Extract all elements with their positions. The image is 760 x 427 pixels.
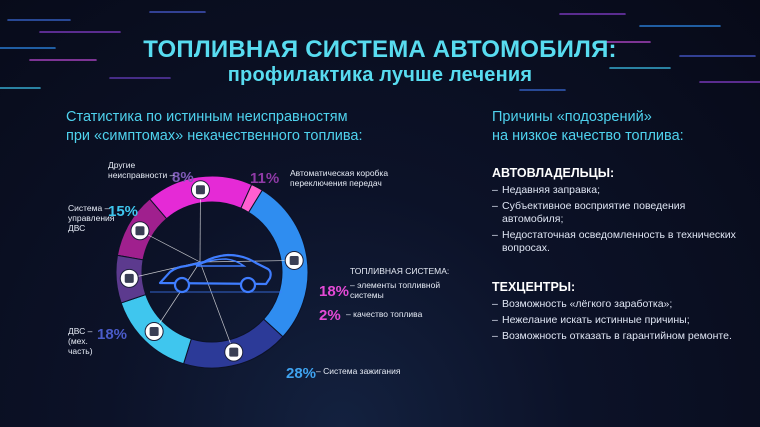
pct-label-other: 8% — [172, 169, 194, 186]
slice-label-other: неисправности – — [108, 170, 175, 180]
stats-heading-line2: при «симптомах» некачественного топлива: — [66, 128, 363, 144]
pct-label-transmission: 11% — [250, 170, 280, 187]
list-item: – Недавняя заправка; — [492, 184, 601, 196]
pct-label-engine_control: 15% — [108, 203, 139, 220]
slice-label-ignition: – Система зажигания — [316, 366, 401, 376]
part-icon-glyph — [229, 348, 238, 357]
slice-label-transmission: Автоматическая коробка — [290, 168, 389, 178]
pct-label-fuel_quality: 2% — [319, 307, 341, 324]
spoke-transmission — [140, 231, 200, 262]
reasons-heading-line2: на низкое качество топлива: — [492, 128, 684, 144]
slice-label-engine_control: управления — [68, 213, 115, 223]
main-subtitle: профилактика лучше лечения — [227, 64, 533, 86]
slice-label-engine_mech: (мех. — [68, 336, 88, 346]
pct-label-engine_mech: 18% — [97, 326, 128, 343]
slice-label-fuel_elements: системы — [350, 290, 384, 300]
list-item: – Нежелание искать истинные причины; — [492, 314, 690, 326]
slice-label-engine_control: Система – — [68, 203, 110, 213]
services-heading: ТЕХЦЕНТРЫ: — [492, 280, 576, 294]
part-icon-glyph — [196, 185, 205, 194]
list-item: – Субъективное восприятие поведения автомобиля; — [492, 200, 686, 225]
pct-label-ignition: 28% — [286, 365, 317, 382]
slice-label-engine_mech: ДВС – — [68, 326, 93, 336]
part-icon-glyph — [125, 274, 134, 283]
car-icon — [150, 255, 282, 292]
reasons-heading-line1: Причины «подозрений» — [492, 109, 652, 125]
slice-label-engine_mech: часть) — [68, 346, 93, 356]
pct-label-fuel_elements: 18% — [319, 283, 350, 300]
part-icon-glyph — [150, 327, 159, 336]
part-icon-glyph — [135, 226, 144, 235]
spoke-engine_mech — [200, 262, 234, 352]
list-item: – Возможность «лёгкого заработка»; — [492, 298, 673, 310]
slice-label-engine_control: ДВС — [68, 223, 86, 233]
stats-heading-line1: Статистика по истинным неисправностям — [66, 109, 348, 125]
fuel-system-group-label: ТОПЛИВНАЯ СИСТЕМА: — [350, 266, 450, 276]
part-icon-glyph — [290, 256, 299, 265]
slice-label-transmission: переключения передач — [290, 178, 382, 188]
slice-label-fuel_elements: – элементы топливной — [350, 280, 441, 290]
spoke-engine_control — [154, 262, 200, 332]
list-item: – Возможность отказать в гарантийном ремонте. — [492, 330, 732, 342]
owners-heading: АВТОВЛАДЕЛЬЦЫ: — [492, 166, 615, 180]
slice-label-other: Другие — [108, 160, 136, 170]
main-title: ТОПЛИВНАЯ СИСТЕМА АВТОМОБИЛЯ: — [143, 36, 617, 63]
slice-label-fuel_quality: – качество топлива — [346, 309, 423, 319]
list-item: – Недостаточная осведомленность в технических вопросах. — [492, 229, 736, 254]
